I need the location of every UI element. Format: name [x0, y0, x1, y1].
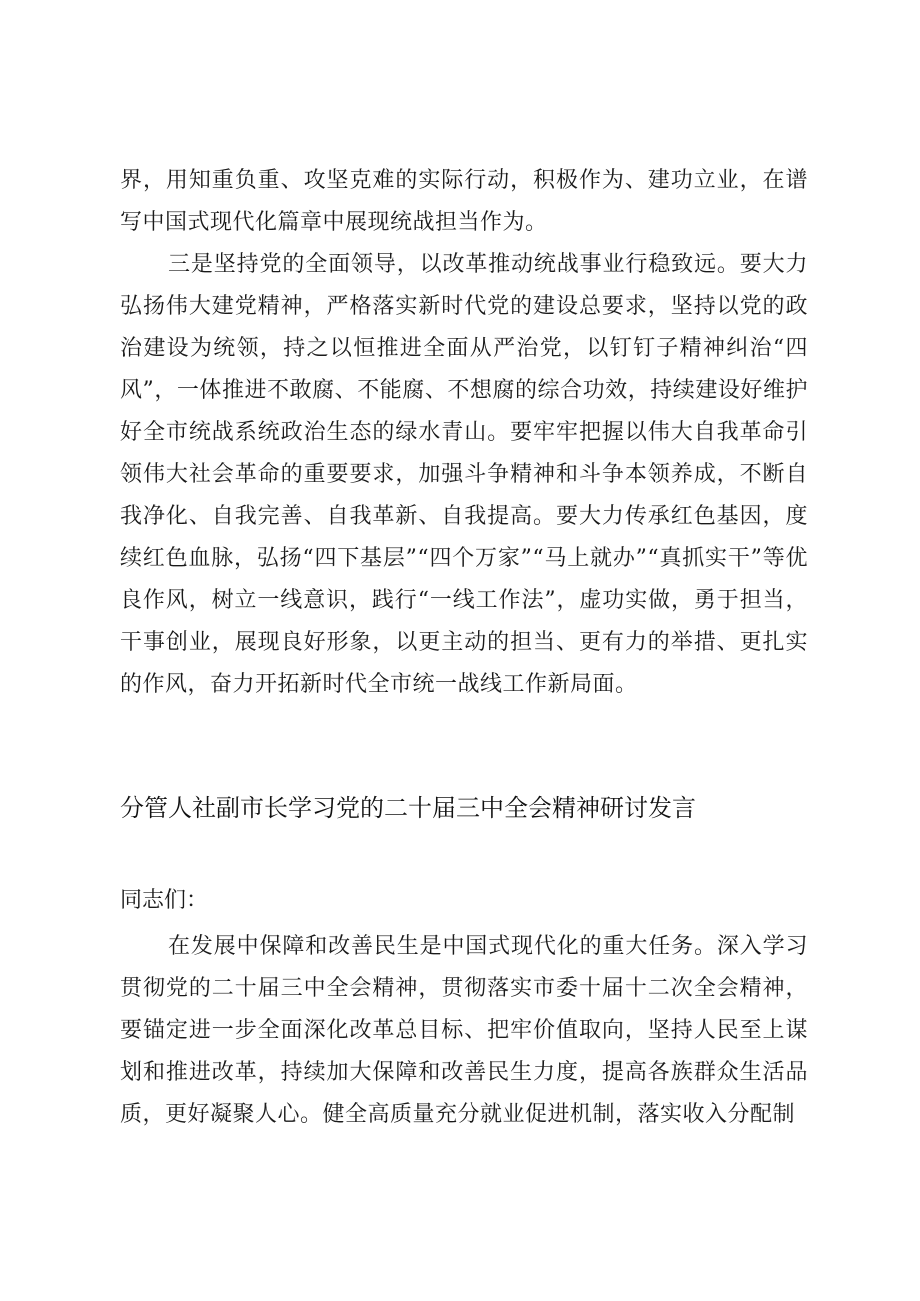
- paragraph-continuation: 界，用知重负重、攻坚克难的实际行动，积极作为、建功立业，在谱写中国式现代化篇章中展现统战担当作为。: [120, 168, 808, 235]
- speech-body: [120, 880, 808, 1136]
- section-title: 分管人社副市长学习党的二十届三中全会精神研讨发言: [120, 794, 696, 822]
- salutation: 同志们：: [120, 888, 209, 913]
- document-body: [120, 160, 808, 706]
- paragraph-point-three: 三是坚持党的全面领导，以改革推动统战事业行稳致远。要大力弘扬伟大建党精神，严格落实新时代党的建设总要求，坚持以党的政治建设为统领，持之以恒推进全面从严治党，以钉钉子精神纠治“四风”，一体推进不敢腐、不能腐、不想腐的综合功效，持续建设好维护好全市统战系统政治生态的绿水青山。要牢牢把握以伟大自我革命引领伟大社会革命的重要要求，加强斗争精神和斗争本领养成，不断自我净化、自我完善、自我革新、自我提高。要大力传承红色基因，度续红色血脉，弘扬“四下基层”“四个万家”“马上就办”“真抓实干”等优良作风，树立一线意识，践行“一线工作法”，虚功实做，勇于担当，干事创业，展现良好形象，以更主动的担当、更有力的举措、更扎实的作风，奋力开拓新时代全市统一战线工作新局面。: [120, 252, 808, 697]
- speech-paragraph: 在发展中保障和改善民生是中国式现代化的重大任务。深入学习贯彻党的二十届三中全会精神，贯彻落实市委十届十二次全会精神，要锚定进一步全面深化改革总目标、把牢价值取向，坚持人民至上谋划和推进改革，持续加大保障和改善民生力度，提高各族群众生活品质，更好凝聚人心。健全高质量充分就业促进机制，落实收入分配制: [120, 934, 808, 1127]
